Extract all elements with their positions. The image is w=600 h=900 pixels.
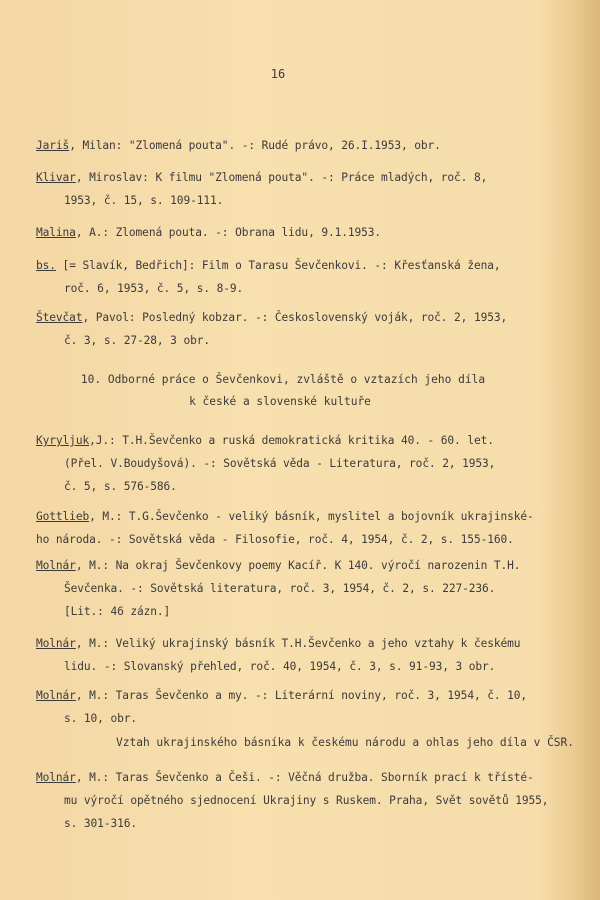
entry-text: , M.: Taras Ševčenko a my. -: Literární noviny, roč. 3, 1954, č. 10, <box>75 689 528 702</box>
entry-author: Gottlieb <box>36 510 90 523</box>
bibliography-entry <box>36 632 556 678</box>
bibliography-entry <box>36 134 556 157</box>
entry-text: [Lit.: 46 zázn.] <box>64 605 171 618</box>
entry-text: 1953, č. 15, s. 109-111. <box>64 194 224 207</box>
entry-text: s. 301-316. <box>64 817 137 830</box>
entry-text: mu výročí opětného sjednocení Ukrajiny s Ruskem. Praha, Svět sovětů 1955, <box>64 794 549 807</box>
entry-author: Molnár <box>36 637 76 650</box>
entry-author: Kyryljuk <box>36 434 90 447</box>
entry-text: (Přel. V.Boudyšová). -: Sovětská věda - Literatura, roč. 2, 1953, <box>64 457 496 470</box>
bibliography-entry <box>36 505 556 551</box>
entry-author: bs. <box>36 259 56 272</box>
entry-text: ho národa. -: Sovětská věda - Filosofie, roč. 4, 1954, č. 2, s. 155-160. <box>36 533 514 546</box>
entry-author: Molnár <box>36 559 76 572</box>
entry-text: , A.: Zlomená pouta. -: Obrana lidu, 9.1.1953. <box>75 226 382 239</box>
entry-text: , M.: T.G.Ševčenko - veliký básník, myslitel a bojovník ukrajinské- <box>89 510 534 523</box>
bibliography-entry <box>36 254 556 300</box>
bibliography-entry <box>36 554 556 623</box>
entry-text: s. 10, obr. <box>64 712 137 725</box>
section-heading <box>0 369 560 413</box>
entry-author: Molnár <box>36 771 76 784</box>
entry-text: lidu. -: Slovanský přehled, roč. 40, 1954, č. 3, s. 91-93, 3 obr. <box>64 660 496 673</box>
section-heading-line-2: k české a slovenské kultuře <box>189 395 371 408</box>
bibliography-entry <box>36 684 556 730</box>
entry-text: [= Slavík, Bedřich]: Film o Tarasu Ševčenkovi. -: Křesťanská žena, <box>55 259 501 272</box>
entry-text: Ševčenka. -: Sovětská literatura, roč. 3, 1954, č. 2, s. 227-236. <box>64 582 496 595</box>
subsection-heading: Vztah ukrajinského básníka k českému národu a ohlas jeho díla v ČSR. <box>116 736 575 749</box>
entry-text: , Pavol: Posledný kobzar. -: Československý voják, roč. 2, 1953, <box>82 311 508 324</box>
entry-author: Jariš <box>36 139 70 152</box>
bibliography-entry <box>36 166 556 212</box>
entry-text: roč. 6, 1953, č. 5, s. 8-9. <box>64 282 244 295</box>
entry-text: ,J.: T.H.Ševčenko a ruská demokratická kritika 40. - 60. let. <box>89 434 494 447</box>
entry-text: č. 5, s. 576-586. <box>64 480 177 493</box>
bibliography-entry <box>36 766 556 835</box>
bibliography-entry <box>36 221 556 244</box>
section-heading-line-1: 10. Odborné práce o Ševčenkovi, zvláště o vztazích jeho díla <box>80 373 486 386</box>
entry-author: Klivar <box>36 171 76 184</box>
entry-text: , Milan: "Zlomená pouta". -: Rudé právo, 26.I.1953, obr. <box>69 139 441 152</box>
entry-author: Malina <box>36 226 76 239</box>
entry-text: , Miroslav: K filmu "Zlomená pouta". -: Práce mladých, roč. 8, <box>75 171 488 184</box>
entry-author: Molnár <box>36 689 76 702</box>
page-number: 16 <box>270 67 286 81</box>
entry-text: č. 3, s. 27-28, 3 obr. <box>64 334 210 347</box>
bibliography-entry <box>36 429 556 498</box>
entry-text: , M.: Na okraj Ševčenkovy poemy Kacíř. K 140. výročí narozenin T.H. <box>75 559 521 572</box>
entry-author: Števčat <box>36 311 83 324</box>
entry-text: , M.: Veliký ukrajinský básník T.H.Ševčenko a jeho vztahy k českému <box>75 637 521 650</box>
entry-text: , M.: Taras Ševčenko a Češi. -: Věčná družba. Sborník prací k třísté- <box>75 771 534 784</box>
bibliography-entry <box>36 306 556 352</box>
